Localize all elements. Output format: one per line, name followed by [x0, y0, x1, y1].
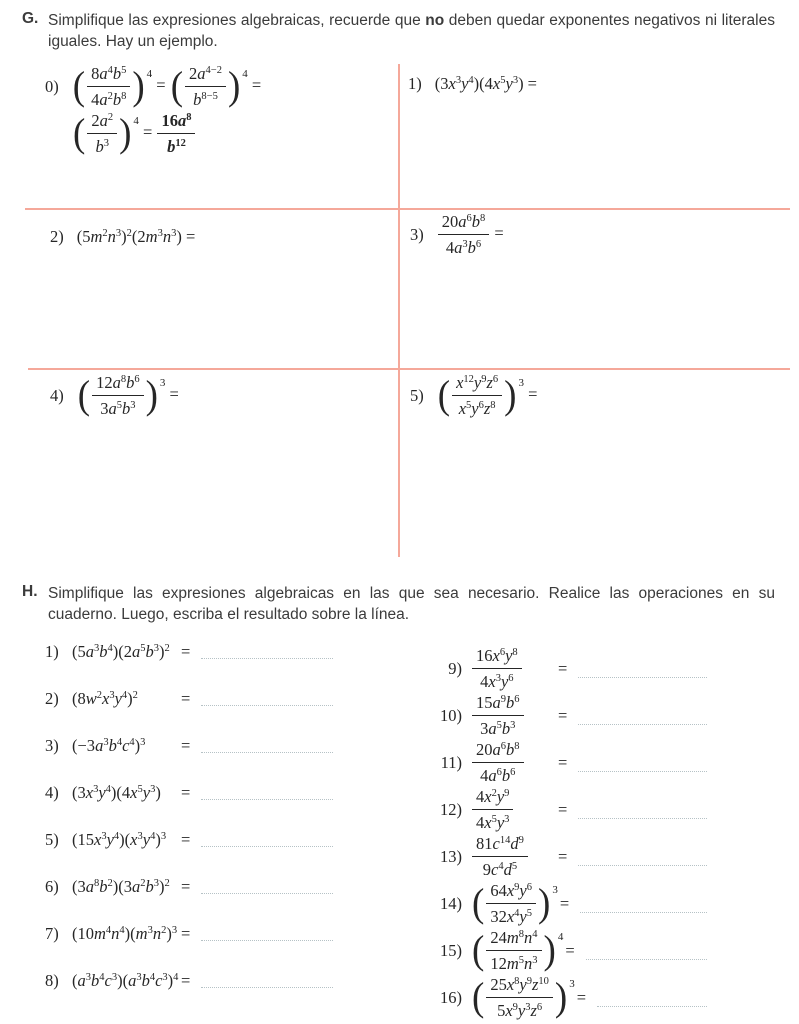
math-expression: $(3x^3y^4)(4x^5y^3)$	[72, 783, 161, 802]
math-expression	[471, 880, 558, 928]
item-number: 4)	[45, 783, 59, 802]
math-expression: $(a^3b^4c^3)(a^3b^4c^3)^4$	[72, 971, 179, 990]
math-expression: $(5m^2n^3)^2(2m^3n^3)$ =	[76, 227, 196, 246]
close-paren: )	[119, 111, 132, 156]
answer-blank	[201, 923, 333, 941]
h-item-14	[430, 880, 707, 927]
answer-blank	[578, 818, 707, 819]
outer-exponent: 4	[133, 114, 139, 127]
math-expression	[471, 974, 575, 1022]
item-number: 10)	[440, 705, 462, 725]
item-number: 11)	[440, 752, 462, 772]
equals-sign: =	[181, 783, 191, 802]
math-expression: $(3a^8b^2)(3a^2b^3)^2$	[72, 877, 170, 896]
open-paren: (	[472, 975, 485, 1020]
g-grid-vertical-line	[398, 64, 400, 557]
h-item-7	[45, 923, 333, 970]
h-item-5	[45, 829, 333, 876]
outer-exponent: 3	[552, 884, 558, 897]
equals-sign: =	[576, 987, 587, 1007]
close-paren: )	[554, 975, 568, 1020]
section-g-label: G.	[22, 10, 39, 27]
math-expression: ( $\frac{12a^8b^6}{3a^5b^3}$ ) 3 =	[77, 373, 179, 419]
h-item-16	[430, 974, 707, 1021]
h-right-column	[430, 645, 707, 1021]
close-paren: )	[227, 64, 241, 109]
fraction: $\frac{16a^8}{b^{12}}$	[157, 110, 195, 158]
item-number: 13)	[440, 846, 462, 866]
answer-blank	[201, 688, 333, 706]
math-expression: $(8w^2x^3y^4)^2$	[72, 689, 138, 708]
equals-sign: =	[558, 705, 568, 725]
math-expression: $(3x^3y^4)(4x^5y^3)$ =	[434, 74, 537, 93]
fraction: $\frac{8a^4b^5}{4a^2b^8}$	[87, 63, 130, 111]
h-item-9	[430, 645, 707, 692]
answer-blank	[201, 970, 333, 988]
close-paren: )	[543, 928, 556, 973]
g-item-5	[410, 372, 537, 420]
fraction: $\frac{25x^8y^9z^{10}}{5x^9y^3z^6}$	[486, 974, 553, 1022]
answer-blank	[580, 912, 707, 913]
item-number: 3)	[410, 225, 424, 245]
equals-sign: =	[181, 689, 191, 708]
equals-sign: =	[181, 971, 191, 990]
item-number: 5)	[410, 386, 424, 406]
section-h-label: H.	[22, 583, 38, 600]
g-header-post: deben quedar exponentes negativos ni literales iguales. Hay un ejemplo.	[48, 12, 775, 50]
open-paren: (	[437, 373, 451, 418]
answer-blank	[201, 735, 333, 753]
outer-exponent: 3	[569, 978, 575, 991]
item-number: 0)	[45, 77, 59, 97]
g-header-bold-word: no	[425, 12, 445, 29]
answer-blank	[578, 771, 707, 772]
h-item-11	[430, 739, 707, 786]
item-number: 15)	[440, 940, 462, 960]
answer-blank	[201, 782, 333, 800]
fraction: $\frac{x^{12}y^9z^6}{x^5y^6z^8}$	[452, 372, 502, 420]
answer-blank	[201, 641, 333, 659]
item-number: 1)	[408, 74, 422, 93]
h-item-8	[45, 970, 333, 1017]
equals-sign: =	[181, 642, 191, 661]
item-number: 1)	[45, 642, 59, 661]
answer-blank	[201, 876, 333, 894]
open-paren: (	[72, 64, 86, 109]
item-number: 8)	[45, 971, 59, 990]
fraction: $\frac{4x^2y^9}{4x^5y^3}$	[472, 786, 513, 834]
item-number: 12)	[440, 799, 462, 819]
open-paren: (	[472, 881, 485, 926]
section-h-header: Simplifique las expresiones algebraicas en las que sea necesario. Realice las operaciones en su cuaderno. Luego, escriba el resultado sobre la línea.	[48, 585, 775, 623]
fraction: $\frac{16x^6y^8}{4x^3y^6}$	[472, 645, 522, 693]
equals-sign: =	[181, 830, 191, 849]
math-expression: $(-3a^3b^4c^4)^3$	[72, 736, 146, 755]
item-number: 9)	[448, 658, 462, 678]
math-expression: ( $\frac{x^{12}y^9z^6}{x^5y^6z^8}$ ) 3 =	[437, 373, 538, 419]
item-number: 5)	[45, 830, 59, 849]
outer-exponent: 3	[159, 376, 166, 389]
g-item-3	[410, 211, 504, 259]
fraction: $\frac{2a^2}{b^3}$	[87, 110, 117, 158]
fraction: $\frac{20a^6b^8}{4a^3b^6}$	[438, 211, 490, 259]
math-expression: $(15x^3y^4)(x^3y^4)^3$	[72, 830, 167, 849]
fraction: $\frac{24m^8n^4}{12m^5n^3}$	[486, 927, 541, 975]
close-paren: )	[537, 881, 551, 926]
math-expression: $\frac{20a^6b^8}{4a^3b^6}$ =	[437, 211, 504, 259]
h-item-6	[45, 876, 333, 923]
outer-exponent: 4	[557, 931, 564, 944]
math-expression	[471, 786, 556, 834]
close-paren: )	[145, 373, 158, 418]
h-item-4	[45, 782, 333, 829]
g-header-pre: Simplifique las expresiones algebraicas, recuerde que	[48, 12, 426, 29]
equals-sign: =	[181, 924, 191, 943]
open-paren: (	[77, 373, 91, 418]
h-item-2	[45, 688, 333, 735]
equals-sign: =	[558, 846, 568, 866]
item-number: 16)	[440, 987, 462, 1007]
answer-blank	[597, 1006, 707, 1007]
h-item-15	[430, 927, 707, 974]
item-number: 2)	[45, 689, 59, 708]
math-expression: $(10m^4n^4)(m^3n^2)^3$	[72, 924, 178, 943]
fraction: $\frac{64x^9y^6}{32x^4y^5}$	[486, 880, 536, 928]
section-g-header	[48, 10, 775, 52]
equals-sign: =	[558, 799, 568, 819]
math-expression: ( $\frac{2a^2}{b^3}$ ) 4 = $\frac{16a^8}{b^{12}}$	[72, 110, 196, 158]
close-paren: )	[504, 373, 517, 418]
fraction: $\frac{20a^6b^8}{4a^6b^6}$	[472, 739, 524, 787]
item-number: 14)	[440, 893, 462, 913]
item-number: 2)	[50, 227, 64, 246]
close-paren: )	[132, 64, 145, 109]
answer-blank	[578, 865, 707, 866]
answer-blank	[201, 829, 333, 847]
math-expression: $(5a^3b^4)(2a^5b^3)^2$	[72, 642, 170, 661]
equals-sign: =	[181, 877, 191, 896]
math-expression	[471, 833, 556, 881]
g-grid-horizontal-line-2	[28, 368, 790, 370]
fraction: $\frac{81c^{14}d^9}{9c^4d^5}$	[472, 833, 528, 881]
g-item-1	[408, 73, 537, 94]
h-left-column	[45, 641, 333, 1017]
g-grid-horizontal-line-1	[25, 208, 790, 210]
equals-sign: =	[565, 940, 575, 960]
item-number: 7)	[45, 924, 59, 943]
math-expression	[471, 927, 563, 975]
item-number: 3)	[45, 736, 59, 755]
h-item-10	[430, 692, 707, 739]
math-expression	[471, 739, 556, 787]
equals-sign: =	[558, 658, 568, 678]
g-item-4	[50, 372, 179, 420]
equals-sign: =	[559, 893, 570, 913]
g-item-0-result-line	[72, 110, 196, 158]
fraction: $\frac{12a^8b^6}{3a^5b^3}$	[92, 372, 144, 420]
g-item-0	[45, 63, 261, 111]
outer-exponent: 3	[518, 376, 524, 389]
fraction: $\frac{2a^{4-2}}{b^{8-5}}$	[185, 63, 226, 111]
item-number: 4)	[50, 386, 64, 406]
math-expression	[471, 645, 556, 693]
h-item-13	[430, 833, 707, 880]
h-item-3	[45, 735, 333, 782]
math-expression	[471, 692, 556, 740]
equals-sign: =	[558, 752, 568, 772]
open-paren: (	[170, 64, 184, 109]
answer-blank	[578, 677, 707, 678]
math-expression: ( $\frac{8a^4b^5}{4a^2b^8}$ ) 4 = ( $\frac{2a^{4-2}}{b^{8-5}}$ ) 4 =	[72, 64, 262, 110]
h-item-1	[45, 641, 333, 688]
equals-sign: =	[181, 736, 191, 755]
open-paren: (	[73, 111, 86, 156]
g-item-2	[50, 226, 195, 247]
answer-blank	[586, 959, 707, 960]
answer-blank	[578, 724, 707, 725]
outer-exponent: 4	[242, 67, 248, 80]
h-item-12	[430, 786, 707, 833]
fraction: $\frac{15a^9b^6}{3a^5b^3}$	[472, 692, 524, 740]
open-paren: (	[472, 928, 485, 973]
outer-exponent: 4	[146, 67, 153, 80]
item-number: 6)	[45, 877, 59, 896]
